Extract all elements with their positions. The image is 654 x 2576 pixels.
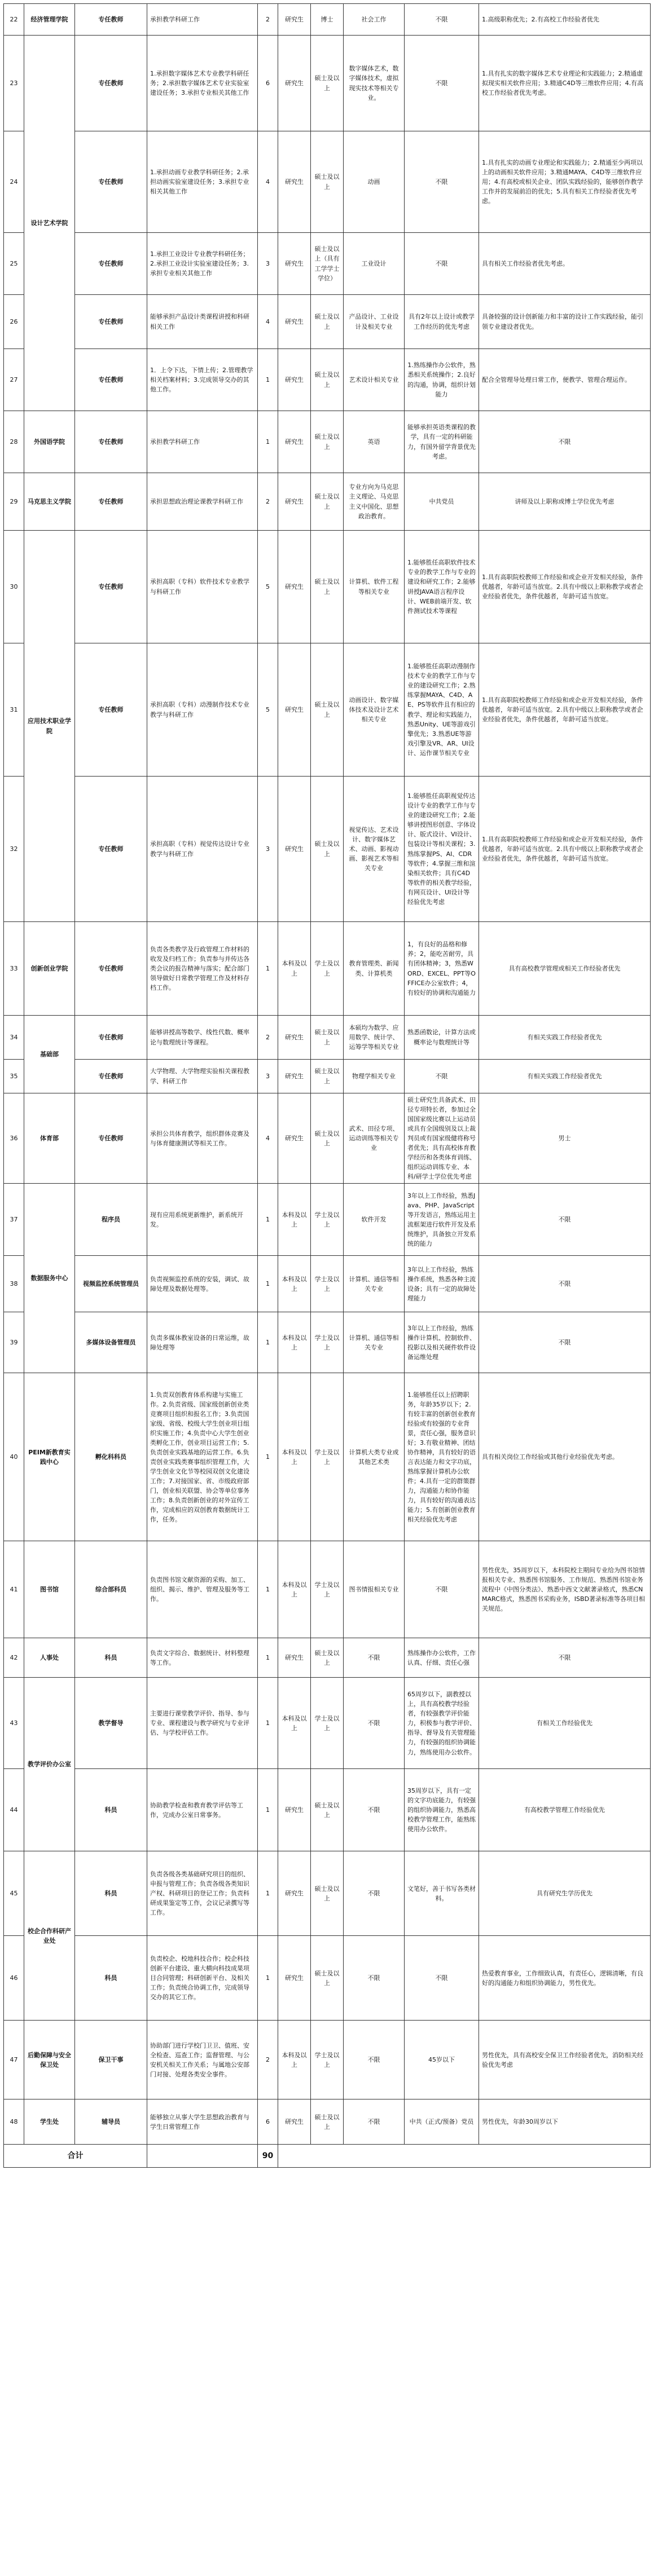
degree-cell: 硕士及以上 [311, 2099, 344, 2145]
education-cell: 研究生 [278, 411, 311, 473]
other-cell: 具备较强的设计创新能力和丰富的设计工作实践经验，能引领专业建设者优先。 [479, 295, 651, 349]
position-cell: 综合部科员 [75, 1541, 147, 1638]
duty-cell: 负责各类教学及行政管理工作材料的收发及归档工作；负责参与并传达各类会议的报告精神与落实；配合部门领导做好日常教学管理工作及材料存档工作。 [147, 922, 258, 1016]
education-cell: 研究生 [278, 36, 311, 131]
major-cell: 不限 [344, 2021, 405, 2099]
count-cell: 1 [258, 349, 278, 411]
position-cell: 辅导员 [75, 2099, 147, 2145]
department-cell: 经济管理学院 [24, 4, 75, 36]
department-cell: 图书馆 [24, 1541, 75, 1638]
education-cell: 本科及以上 [278, 922, 311, 1016]
requirement-cell: 35周岁以下，具有一定的文字功底能力，有较强的组织协调能力，熟悉高校教学管理工作，能熟练使用办公软件。 [405, 1769, 479, 1851]
education-cell: 本科及以上 [278, 1678, 311, 1769]
major-cell: 计算机、通信等相关专业 [344, 1256, 405, 1312]
major-cell: 武术、田径专项、运动训练等相关专业 [344, 1093, 405, 1184]
other-cell: 男性优先，35周岁以下，本科院校主期间专业给为图书馆情报相关专业、熟悉图书馆服务、工作规范、熟悉图书馆业务流程中《中图分类法》、熟悉中西文文献著录格式，熟悉CNMARC格式，熟悉图书采购业务，ISBD著录标准等各项目相关规范。 [479, 1541, 651, 1638]
count-cell: 2 [258, 2021, 278, 2099]
position-cell: 专任教师 [75, 777, 147, 922]
position-cell: 专任教师 [75, 531, 147, 643]
duty-cell: 负责各级各类基础研究项目的组织、申报与管理工作；负责各级各类知识产权、科研项目的登记工作；负责科研成果鉴定等工作，会议记录撰写等工作。 [147, 1851, 258, 1936]
duty-cell: 承担高职（专科）动漫制作技术专业教学与科研工作 [147, 643, 258, 777]
row-number: 23 [4, 36, 24, 131]
row-number: 41 [4, 1541, 24, 1638]
duty-cell: 现有应用系统更新维护，新系统开发。 [147, 1184, 258, 1256]
other-cell: 不限 [479, 1638, 651, 1678]
degree-cell: 学士及以上 [311, 1541, 344, 1638]
position-cell: 视频监控系统管理员 [75, 1256, 147, 1312]
count-cell: 1 [258, 1769, 278, 1851]
degree-cell: 学士及以上 [311, 1184, 344, 1256]
requirement-cell: 不限 [405, 1936, 479, 2021]
count-cell: 5 [258, 643, 278, 777]
major-cell: 不限 [344, 1678, 405, 1769]
major-cell: 动画 [344, 131, 405, 233]
count-cell: 1 [258, 922, 278, 1016]
position-cell: 专任教师 [75, 1060, 147, 1093]
other-cell: 1.高级职称优先；2.有高校工作经验者优先 [479, 4, 651, 36]
duty-cell: 承担思想政治理论课教学科研工作 [147, 473, 258, 531]
total-spacer [147, 2145, 258, 2168]
position-cell: 科员 [75, 1769, 147, 1851]
row-number: 38 [4, 1256, 24, 1312]
department-cell: 数据服务中心 [24, 1184, 75, 1373]
requirement-cell: 不限 [405, 4, 479, 36]
education-cell: 研究生 [278, 1016, 311, 1060]
table-row [4, 1769, 651, 1851]
department-cell: 教学评价办公室 [24, 1678, 75, 1851]
degree-cell: 硕士及以上 [311, 1936, 344, 2021]
other-cell: 不限 [479, 1312, 651, 1373]
table-row [4, 1638, 651, 1678]
degree-cell: 学士及以上 [311, 1312, 344, 1373]
table-row [4, 411, 651, 473]
position-cell: 专任教师 [75, 295, 147, 349]
duty-cell: 承担教学科研工作 [147, 4, 258, 36]
requirement-cell: 1.熟练操作办公软件，熟悉相关系统操作；2.良好的沟通，协调，组织计划能力 [405, 349, 479, 411]
table-row [4, 643, 651, 777]
total-value: 90 [258, 2145, 278, 2168]
count-cell: 6 [258, 2099, 278, 2145]
duty-cell: 负责图书馆文献资源的采购、加工、组织、揭示、维护、管理及服务等工作。 [147, 1541, 258, 1638]
table-row [4, 1016, 651, 1060]
education-cell: 研究生 [278, 4, 311, 36]
education-cell: 本科及以上 [278, 1184, 311, 1256]
other-cell: 有高校教学管理工作经验优先 [479, 1769, 651, 1851]
count-cell: 3 [258, 1060, 278, 1093]
position-cell: 教学督导 [75, 1678, 147, 1769]
duty-cell: 主要进行课堂教学评价、指导、参与专业、课程建设与教学研究与专业评估、与学校评估工作。 [147, 1678, 258, 1769]
duty-cell: 协助教学检查和教育教学评估等工作，完成办公室日常事务。 [147, 1769, 258, 1851]
degree-cell: 硕士及以上 [311, 349, 344, 411]
row-number: 36 [4, 1093, 24, 1184]
requirement-cell: 能够承担英语类课程的教学，具有一定的科研能力，有国外留学背景优先考虑。 [405, 411, 479, 473]
other-cell: 有相关实践工作经验者优先 [479, 1016, 651, 1060]
row-number: 26 [4, 295, 24, 349]
table-row [4, 1936, 651, 2021]
count-cell: 3 [258, 777, 278, 922]
duty-cell: 1.承担数字媒体艺术专业教学科研任务；2.承担数字媒体艺术专业实验室建设任务；3.承担专业相关其他工作 [147, 36, 258, 131]
major-cell: 英语 [344, 411, 405, 473]
duty-cell: 负责多媒体教室设备的日常运维，故障处理等 [147, 1312, 258, 1373]
row-number: 24 [4, 131, 24, 233]
count-cell: 4 [258, 295, 278, 349]
degree-cell: 硕士及以上 [311, 36, 344, 131]
table-row [4, 1256, 651, 1312]
requirement-cell: 具有2年以上设计或教学工作经历的优先考虑 [405, 295, 479, 349]
degree-cell: 博士 [311, 4, 344, 36]
position-cell: 孵化科科员 [75, 1373, 147, 1541]
table-row [4, 777, 651, 922]
row-number: 39 [4, 1312, 24, 1373]
education-cell: 研究生 [278, 643, 311, 777]
degree-cell: 硕士及以上 [311, 1093, 344, 1184]
row-number: 48 [4, 2099, 24, 2145]
table-row [4, 1184, 651, 1256]
position-cell: 专任教师 [75, 411, 147, 473]
requirement-cell: 1.能够胜任高职动漫制作技术专业的教学工作与专业的建设研究工作；2.熟练掌握MAYA、C4D、AE、PS等软件且有相应的教学、理论和实践能力，熟悉Unity、UE等游戏引擎优先；3.熟悉UE等游戏引擎及VR、AR、UI设计、运作课节相关专业 [405, 643, 479, 777]
table-row [4, 1851, 651, 1936]
education-cell: 本科及以上 [278, 1312, 311, 1373]
requirement-cell: 1，有良好的品格和修养；2，能吃苦耐劳，具有团体精神；3，熟悉WORD、EXCEL、PPT等OFFICE办公室软件；4，有较好的协调和沟通能力 [405, 922, 479, 1016]
count-cell: 1 [258, 1312, 278, 1373]
count-cell: 6 [258, 36, 278, 131]
position-cell: 专任教师 [75, 643, 147, 777]
other-cell: 不限 [479, 1184, 651, 1256]
degree-cell: 硕士及以上 [311, 473, 344, 531]
degree-cell: 学士及以上 [311, 1256, 344, 1312]
count-cell: 1 [258, 1541, 278, 1638]
major-cell: 图书情报相关专业 [344, 1541, 405, 1638]
position-cell: 专任教师 [75, 36, 147, 131]
major-cell: 工业设计 [344, 233, 405, 295]
degree-cell: 硕士及以上 [311, 777, 344, 922]
table-row [4, 233, 651, 295]
other-cell: 具有相关工作经验者优先考虑。 [479, 233, 651, 295]
duty-cell: 1.承担工业设计专业教学科研任务；2.承担工业设计实验室建设任务；3.承担专业相关其他工作 [147, 233, 258, 295]
table-row [4, 2099, 651, 2145]
table-row [4, 1541, 651, 1638]
count-cell: 1 [258, 1936, 278, 2021]
other-cell: 1.具有扎实的动画专业理论和实践能力；2.精通至少两项以上的动画相关软件应用；3.精通MAYA、C4D等三维软件应用；4.有高校或相关企业、团队实践经验的，能够创作教学工作并的发展前沿的优先；5.具有相关工作经验者优先考虑。 [479, 131, 651, 233]
degree-cell: 硕士及以上 [311, 1060, 344, 1093]
count-cell: 3 [258, 233, 278, 295]
row-number: 47 [4, 2021, 24, 2099]
position-cell: 专任教师 [75, 1016, 147, 1060]
duty-cell: 能够讲授高等数学、线性代数、概率论与数理统计等课程。 [147, 1016, 258, 1060]
duty-cell: 承担公共体育教学，组织群体竞赛及与体育健康测试等相关工作。 [147, 1093, 258, 1184]
total-row [4, 2145, 651, 2168]
other-cell: 有相关工作经验优先 [479, 1678, 651, 1769]
requirement-cell: 3年以上工作经验，熟练操作系统，熟悉各种主流设备；具有一定的故障处理能力 [405, 1256, 479, 1312]
education-cell: 研究生 [278, 1769, 311, 1851]
position-cell: 科员 [75, 1936, 147, 2021]
requirement-cell: 45岁以下 [405, 2021, 479, 2099]
major-cell: 教育管理类、新闻类、计算机类 [344, 922, 405, 1016]
requirement-cell: 1.能够胜任以上招聘职务，年龄35岁以下；2.有较丰富的创新创业教育经验或有较强的专业背景，责任心强，服务意识好；3.有敬业精神、团结协作精神，具有较好的语言表达能力和文字功底，熟练掌握计算机办公软件；4.具有一定的群策群力，沟通能力和协作能力，具有较好的沟通表达能力；5.有创新创业教育相关经验优先考虑 [405, 1373, 479, 1541]
requirement-cell: 3年以上工作经验，熟悉Java、PHP、JavaScript等开发语言，熟练运用主流框架进行软件开发及系统维护，具备独立开发系统的能力 [405, 1184, 479, 1256]
count-cell: 1 [258, 1256, 278, 1312]
education-cell: 研究生 [278, 1936, 311, 2021]
position-cell: 专任教师 [75, 4, 147, 36]
other-cell: 男性优先，年龄30周岁以下 [479, 2099, 651, 2145]
degree-cell: 学士及以上 [311, 2021, 344, 2099]
duty-cell: 负责文字综合、数据统计、材料整理等工作。 [147, 1638, 258, 1678]
other-cell: 男性优先，具有高校安全保卫工作经验者优先，消防相关经验优先考虑 [479, 2021, 651, 2099]
position-cell: 专任教师 [75, 349, 147, 411]
education-cell: 研究生 [278, 233, 311, 295]
duty-cell: 1.承担动画专业教学科研任务；2.承担动画实验室建设任务；3.承担专业相关其他工作 [147, 131, 258, 233]
major-cell: 物理学相关专业 [344, 1060, 405, 1093]
row-number: 42 [4, 1638, 24, 1678]
major-cell: 计算机大类专业或其他艺术类 [344, 1373, 405, 1541]
duty-cell: 承担教学科研工作 [147, 411, 258, 473]
major-cell: 艺术设计相关专业 [344, 349, 405, 411]
degree-cell: 硕士及以上 [311, 295, 344, 349]
other-cell: 男士 [479, 1093, 651, 1184]
count-cell: 2 [258, 4, 278, 36]
row-number: 43 [4, 1678, 24, 1769]
duty-cell: 承担高职（专科）视觉传达设计专业教学与科研工作 [147, 777, 258, 922]
position-cell: 科员 [75, 1638, 147, 1678]
duty-cell: 负责校企、校地科技合作；校企科技创新平台建设、重大横向科技成果项目合同管理；科研创新平台、及相关工作；负责统合协调工作，完成领导交办的其它工作。 [147, 1936, 258, 2021]
major-cell: 不限 [344, 2099, 405, 2145]
education-cell: 本科及以上 [278, 1373, 311, 1541]
major-cell: 计算机、通信等相关专业 [344, 1312, 405, 1373]
count-cell: 4 [258, 1093, 278, 1184]
row-number: 32 [4, 777, 24, 922]
count-cell: 2 [258, 473, 278, 531]
table-row [4, 295, 651, 349]
position-cell: 专任教师 [75, 473, 147, 531]
requirement-cell: 1.能够胜任高职软件技术专业的教学工作与专业的建设和研究工作；2.能够讲授JAVA语言程序设计、WEB前端开发、软件测试技术等课程 [405, 531, 479, 643]
department-cell: 创新创业学院 [24, 922, 75, 1016]
education-cell: 研究生 [278, 2099, 311, 2145]
education-cell: 研究生 [278, 1093, 311, 1184]
degree-cell: 硕士及以上（具有工学学士学位） [311, 233, 344, 295]
row-number: 25 [4, 233, 24, 295]
row-number: 35 [4, 1060, 24, 1093]
department-cell: 外国语学院 [24, 411, 75, 473]
table-row [4, 1312, 651, 1373]
degree-cell: 学士及以上 [311, 1373, 344, 1541]
row-number: 27 [4, 349, 24, 411]
requirement-cell: 不限 [405, 1541, 479, 1638]
position-cell: 科员 [75, 1851, 147, 1936]
major-cell: 计算机、软件工程等相关专业 [344, 531, 405, 643]
count-cell: 1 [258, 1851, 278, 1936]
other-cell: 不限 [479, 411, 651, 473]
education-cell: 研究生 [278, 1851, 311, 1936]
requirement-cell: 不限 [405, 131, 479, 233]
requirement-cell: 熟悉函数论，计算方法或概率论与数理统计等 [405, 1016, 479, 1060]
degree-cell: 硕士及以上 [311, 643, 344, 777]
row-number: 45 [4, 1851, 24, 1936]
table-row [4, 531, 651, 643]
row-number: 40 [4, 1373, 24, 1541]
position-cell: 程序员 [75, 1184, 147, 1256]
degree-cell: 硕士及以上 [311, 411, 344, 473]
department-cell: 应用技术职业学院 [24, 531, 75, 922]
count-cell: 4 [258, 131, 278, 233]
row-number: 30 [4, 531, 24, 643]
duty-cell: 协助部门进行学校门卫卫、值班、安全检查、巡查工作；监督管理、与公安机关相关工作关系；与属地公安部门对接、处理各类安全事件。 [147, 2021, 258, 2099]
major-cell: 社会工作 [344, 4, 405, 36]
requirement-cell: 文笔好，善于书写各类材料。 [405, 1851, 479, 1936]
position-cell: 专任教师 [75, 922, 147, 1016]
education-cell: 研究生 [278, 777, 311, 922]
count-cell: 1 [258, 411, 278, 473]
duty-cell: 能够承担产品设计类课程讲授和科研相关工作 [147, 295, 258, 349]
requirement-cell: 1.能够胜任高职视觉传达设计专业的教学工作与专业的建设研究工作；2.能够讲授图形创意、字体设计、版式设计、VI设计、包装设计等相关课程；3.熟练掌握PS、AI、CDR等软件；4.掌握三维和渲染相关软件；具有C4D等软件的相关教学经验，有网页设计、UI设计等经验优先考虑 [405, 777, 479, 922]
major-cell: 不限 [344, 1936, 405, 2021]
requirement-cell: 3年以上工作经验，熟练操作计算机、控制软件、投影以及相关硬件软件设备运维处理 [405, 1312, 479, 1373]
education-cell: 本科及以上 [278, 1541, 311, 1638]
count-cell: 1 [258, 1184, 278, 1256]
table-row [4, 1373, 651, 1541]
duty-cell: 承担高职（专科）软件技术专业教学与科研工作 [147, 531, 258, 643]
education-cell: 研究生 [278, 295, 311, 349]
row-number: 31 [4, 643, 24, 777]
education-cell: 研究生 [278, 131, 311, 233]
table-row [4, 1093, 651, 1184]
row-number: 46 [4, 1936, 24, 2021]
duty-cell: 负责视频监控系统的安装，调试、故障处理及数据处理等。 [147, 1256, 258, 1312]
other-cell: 热爱教育事业，工作细致认真，有责任心，逻辑清晰，有良好的沟通能力和组织协调能力，男性优先。 [479, 1936, 651, 2021]
major-cell: 不限 [344, 1851, 405, 1936]
table-row [4, 36, 651, 131]
other-cell: 具有研究生学历优先 [479, 1851, 651, 1936]
table-row [4, 473, 651, 531]
other-cell: 配合全管理导处理日常工作，便教学、管理合理运作。 [479, 349, 651, 411]
requirement-cell: 65周岁以下，副教授以上，具有高校教学经验者，有较强教学评价能力，积极参与教学评价、指导、督导及有关管理能力，有较强的组织协调能力，熟练使用办公软件。 [405, 1678, 479, 1769]
education-cell: 研究生 [278, 1060, 311, 1093]
degree-cell: 学士及以上 [311, 1678, 344, 1769]
position-cell: 专任教师 [75, 1093, 147, 1184]
row-number: 22 [4, 4, 24, 36]
education-cell: 研究生 [278, 531, 311, 643]
table-row [4, 2021, 651, 2099]
other-cell: 具有高校教学管理或相关工作经验者优先 [479, 922, 651, 1016]
major-cell: 数字媒体艺术，数字媒体技术，虚拟现实技术等相关专业。 [344, 36, 405, 131]
requirement-cell: 不限 [405, 1060, 479, 1093]
department-cell: 体育部 [24, 1093, 75, 1184]
duty-cell: 1.负责双创教育体系构建与实施工作。2.负责省级、国家级创新创业类竞赛项目组织和报名工作；3.负责国家级、省级、校级大学生创业项目组织实施工作；4.负责中心大学生创业类孵化工作，创业项目运营工作；5.负责创业实践基地的运营工作。6.负责创业实践类赛事组织管理工作，大学生创业文化节等校园双创文化建设工作；7.对接国家、省、市级政府部门，创业相关联盟、协会等单位事务工作；8.负责创新创业的对外宣传工作，完成相应的双创教育数据统计工作，任务。 [147, 1373, 258, 1541]
position-cell: 专任教师 [75, 233, 147, 295]
count-cell: 1 [258, 1678, 278, 1769]
requirement-cell: 不限 [405, 36, 479, 131]
row-number: 29 [4, 473, 24, 531]
department-cell: 后勤保障与安全保卫处 [24, 2021, 75, 2099]
department-cell: 校企合作科研产业处 [24, 1851, 75, 2021]
education-cell: 本科及以上 [278, 2021, 311, 2099]
position-cell: 保卫干事 [75, 2021, 147, 2099]
position-cell: 专任教师 [75, 131, 147, 233]
requirement-cell: 熟练操作办公软件，工作认真、仔细、责任心强 [405, 1638, 479, 1678]
major-cell: 专业方向为马克思主义理论、马克思主义中国化、思想政治教育。 [344, 473, 405, 531]
other-cell: 不限 [479, 1256, 651, 1312]
position-cell: 多媒体设备管理员 [75, 1312, 147, 1373]
duty-cell: 1．上令下达，下情上传；2.管理教学相关档案材料；3.完成领导交办的其他工作。 [147, 349, 258, 411]
degree-cell: 学士及以上 [311, 922, 344, 1016]
department-cell: PEIM新教育实践中心 [24, 1373, 75, 1541]
requirement-cell: 中共党员 [405, 473, 479, 531]
education-cell: 研究生 [278, 1638, 311, 1678]
total-label: 合计 [4, 2145, 147, 2168]
degree-cell: 硕士及以上 [311, 1769, 344, 1851]
department-cell: 人事处 [24, 1638, 75, 1678]
department-cell: 学生处 [24, 2099, 75, 2145]
major-cell: 不限 [344, 1769, 405, 1851]
major-cell: 本硕均为数学、应用数学、统计学、运筹学等相关专业 [344, 1016, 405, 1060]
table-row [4, 131, 651, 233]
duty-cell: 能够独立从事大学生思想政治教育与学生日常管理工作 [147, 2099, 258, 2145]
major-cell: 不限 [344, 1638, 405, 1678]
count-cell: 2 [258, 1016, 278, 1060]
degree-cell: 硕士及以上 [311, 1638, 344, 1678]
other-cell: 1.具有高职院校教师工作经验和或企业开发相关经验，条件优越者，年龄可适当放宽。2.具有中级以上职称教学或者企业经验者优先，条件优越者，年龄可适当放宽。 [479, 531, 651, 643]
department-cell: 设计艺术学院 [24, 36, 75, 411]
requirement-cell: 不限 [405, 233, 479, 295]
row-number: 44 [4, 1769, 24, 1851]
total-spacer [278, 2145, 651, 2168]
major-cell: 视觉传达、艺术设计、数字媒体艺术、动画、影视动画、影视艺术等相关专业 [344, 777, 405, 922]
row-number: 37 [4, 1184, 24, 1256]
count-cell: 5 [258, 531, 278, 643]
duty-cell: 大学物理、大学物理实验相关课程教学、科研工作 [147, 1060, 258, 1093]
other-cell: 有相关实践工作经验者优先 [479, 1060, 651, 1093]
education-cell: 研究生 [278, 473, 311, 531]
row-number: 34 [4, 1016, 24, 1060]
degree-cell: 硕士及以上 [311, 531, 344, 643]
department-cell: 马克思主义学院 [24, 473, 75, 531]
major-cell: 产品设计、工业设计及相关专业 [344, 295, 405, 349]
count-cell: 1 [258, 1638, 278, 1678]
count-cell: 1 [258, 1373, 278, 1541]
table-row [4, 1060, 651, 1093]
row-number: 33 [4, 922, 24, 1016]
table-row [4, 1678, 651, 1769]
major-cell: 动画设计、数字媒体技术及设计艺术相关专业 [344, 643, 405, 777]
other-cell: 1.具有高职院校教师工作经验和或企业开发相关经验，条件优越者，年龄可适当放宽。2.具有中级以上职称教学或者企业经验者优先，条件优越者，年龄可适当放宽。 [479, 777, 651, 922]
education-cell: 研究生 [278, 349, 311, 411]
table-row [4, 349, 651, 411]
major-cell: 软件开发 [344, 1184, 405, 1256]
other-cell: 1.具有扎实的数字媒体艺术专业理论和实践能力；2.精通虚拟现实相关软件应用；3.精通C4D等三维软件应用；4.有高校工作经验者优先考虑。 [479, 36, 651, 131]
department-cell: 基础部 [24, 1016, 75, 1093]
table-row [4, 922, 651, 1016]
other-cell: 1.具有高职院校教师工作经验和或企业开发相关经验，条件优越者，年龄可适当放宽。2.具有中级以上职称教学或者企业经验者优先，条件优越者，年龄可适当放宽。 [479, 643, 651, 777]
row-number: 28 [4, 411, 24, 473]
degree-cell: 硕士及以上 [311, 131, 344, 233]
requirement-cell: 中共（正式/预备）党员 [405, 2099, 479, 2145]
recruitment-table [3, 3, 651, 2168]
table-row [4, 4, 651, 36]
other-cell: 具有相关岗位工作经验或其他行业经验优先考虑。 [479, 1373, 651, 1541]
degree-cell: 硕士及以上 [311, 1851, 344, 1936]
degree-cell: 硕士及以上 [311, 1016, 344, 1060]
other-cell: 讲师及以上职称或博士学位优先考虑 [479, 473, 651, 531]
requirement-cell: 硕士研究生具备武术、田径专项特长者，参加过全国国家级比赛以上运动员或具有全国级别及以上裁判员或有国家级健将称号者优先；具有高校体育教学经历和各类体育训练、组织运动训练专业、本科/研学士学位优先考虑 [405, 1093, 479, 1184]
education-cell: 本科及以上 [278, 1256, 311, 1312]
